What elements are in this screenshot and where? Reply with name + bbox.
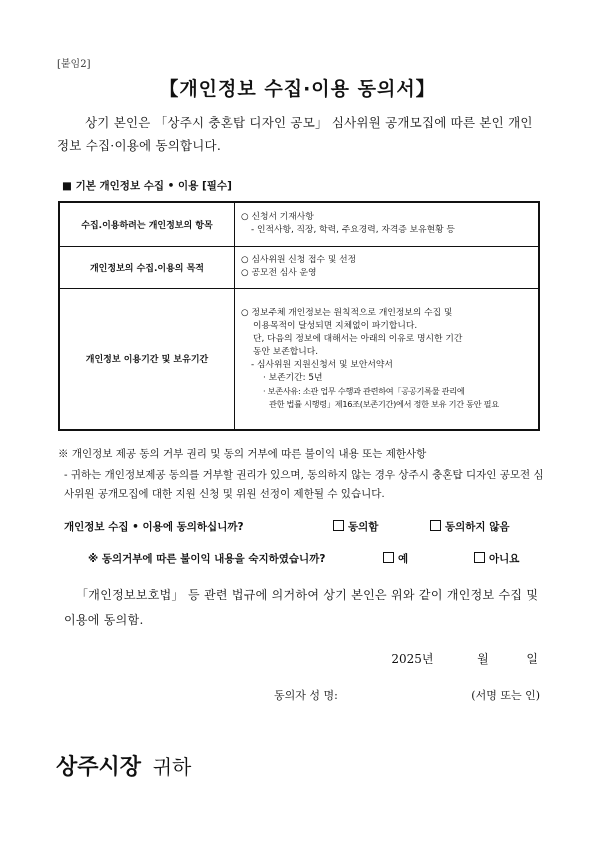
consent-date: [391, 650, 538, 667]
row-content-period: [235, 288, 540, 430]
yes-option[interactable]: [383, 551, 408, 566]
document-title: 【개인정보 수집·이용 동의서】: [159, 78, 436, 100]
no-option[interactable]: [474, 551, 519, 566]
content-line: 관한 법률 시행령」제16조(보존기간)에서 정한 보유 기간 동안 필요: [269, 398, 499, 409]
notice-body: - 귀하는 개인정보제공 동의를 거부할 권리가 있으며, 동의하지 않는 경우 상주시 충혼탑 디자인 공모전 심사위원 공개모집에 대한 지원 신청 및 위원 선정이 제한될 수 있습니다.: [64, 469, 544, 500]
signature-note: (서명 또는 인): [471, 689, 540, 702]
agree-label: 동의함: [348, 521, 379, 533]
addressee-name: 상주시장: [56, 755, 142, 780]
disagree-checkbox[interactable]: [430, 520, 441, 531]
content-line: - 심사위원 지원신청서 및 보안서약서: [251, 359, 393, 370]
date-day: 일: [526, 652, 538, 666]
content-line: ○ 심사위원 신청 접수 및 선정: [241, 255, 357, 265]
content-line: 이용목적이 달성되면 지체없이 파기합니다.: [253, 320, 418, 331]
table-row: [59, 202, 539, 246]
notice-title: ※ 개인정보 제공 동의 거부 권리 및 동의 거부에 따른 불이익 내용 또는 제한사항: [58, 448, 427, 460]
date-month: 월: [477, 652, 489, 666]
addressee-honorific: 귀하: [152, 755, 192, 779]
content-line: 동안 보존합니다.: [253, 346, 319, 357]
legal-statement: 「개인정보보호법」 등 관련 법규에 의거하여 상기 본인은 위와 같이 개인정보 수집 및 이용에 동의함.: [64, 588, 539, 627]
no-label: 아니요: [489, 553, 520, 565]
content-line: ○ 공모전 심사 운영: [241, 268, 317, 278]
content-line: ○ 신청서 기재사항: [241, 212, 314, 223]
disagree-label: 동의하지 않음: [445, 521, 510, 533]
row-content-items: [235, 202, 540, 246]
signature-line: [274, 687, 540, 703]
content-line: 단, 다음의 정보에 대해서는 아래의 이유로 명시한 기간: [253, 333, 463, 344]
content-line: - 인적사항, 직장, 학력, 주요경력, 자격증 보유현황 등: [251, 225, 455, 236]
acknowledge-question: ※ 동의거부에 따른 불이익 내용을 숙지하였습니까?: [88, 553, 326, 565]
yes-checkbox[interactable]: [383, 552, 394, 563]
addressee: [56, 750, 191, 781]
table-row: [59, 288, 539, 430]
attachment-label: [붙임2]: [57, 59, 91, 70]
yes-label: 예: [398, 553, 409, 565]
table-row: [59, 246, 539, 288]
row-label-period: 개인정보 이용기간 및 보유기간: [59, 288, 235, 430]
no-checkbox[interactable]: [474, 552, 485, 563]
agree-checkbox[interactable]: [333, 520, 344, 531]
row-label-purpose: 개인정보의 수집.이용의 목적: [59, 246, 235, 288]
row-content-purpose: [235, 246, 540, 288]
agree-option[interactable]: [333, 519, 378, 534]
content-line: ○ 정보주체 개인정보는 원칙적으로 개인정보의 수집 및: [241, 307, 453, 318]
section-heading: ■ 기본 개인정보 수집 • 이용 [필수]: [62, 180, 232, 192]
content-line: · 보존사유: 소관 업무 수행과 관련하여「공공기록물 관리에: [263, 385, 465, 396]
row-label-items: 수집.이용하려는 개인정보의 항목: [59, 202, 235, 246]
disagree-option[interactable]: [430, 519, 510, 534]
intro-paragraph: 상기 본인은 「상주시 충혼탑 디자인 공모」 심사위원 공개모집에 따른 본인 개인정보 수집·이용에 동의합니다.: [57, 115, 533, 153]
consent-question: 개인정보 수집 • 이용에 동의하십니까?: [64, 521, 244, 533]
consent-info-table: [58, 201, 540, 431]
signature-label: 동의자 성 명:: [274, 689, 338, 702]
content-line: · 보존기간: 5년: [263, 372, 323, 383]
date-year: 2025년: [391, 652, 434, 666]
